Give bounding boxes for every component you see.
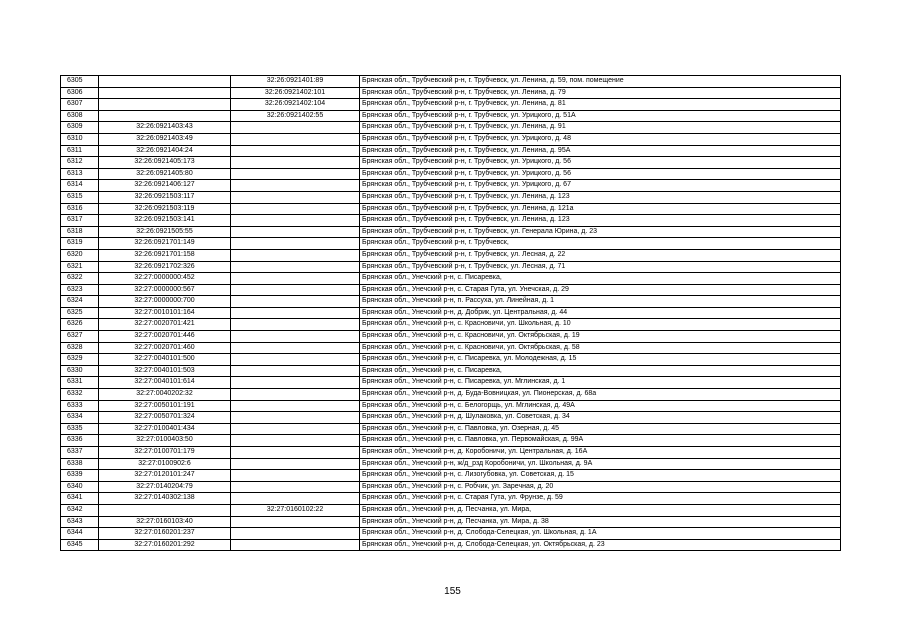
land-cadastral-number-cell: 32:27:0010101:164 bbox=[99, 307, 231, 319]
land-cadastral-number-cell bbox=[99, 110, 231, 122]
row-number-cell: 6331 bbox=[61, 377, 99, 389]
building-cadastral-number-cell bbox=[231, 168, 360, 180]
table-row bbox=[61, 481, 841, 493]
building-cadastral-number-cell bbox=[231, 458, 360, 470]
row-number-cell: 6343 bbox=[61, 516, 99, 528]
building-cadastral-number-cell bbox=[231, 377, 360, 389]
address-cell: Брянская обл., Унечский р-н, д. Добрик, ул. Центральная, д. 44 bbox=[360, 307, 841, 319]
table-row bbox=[61, 528, 841, 540]
table-row bbox=[61, 539, 841, 551]
building-cadastral-number-cell bbox=[231, 365, 360, 377]
page-number: 155 bbox=[444, 586, 461, 597]
row-number-cell: 6330 bbox=[61, 365, 99, 377]
land-cadastral-number-cell bbox=[99, 99, 231, 111]
table-row bbox=[61, 493, 841, 505]
building-cadastral-number-cell bbox=[231, 296, 360, 308]
table-row bbox=[61, 157, 841, 169]
row-number-cell: 6305 bbox=[61, 76, 99, 88]
row-number-cell: 6325 bbox=[61, 307, 99, 319]
address-cell: Брянская обл., Унечский р-н, с. Робчик, ул. Заречная, д. 20 bbox=[360, 481, 841, 493]
building-cadastral-number-cell bbox=[231, 157, 360, 169]
land-cadastral-number-cell: 32:27:0160201:237 bbox=[99, 528, 231, 540]
address-cell: Брянская обл., Унечский р-н, д. Слобода-Селецкая, ул. Школьная, д. 1А bbox=[360, 528, 841, 540]
land-cadastral-number-cell: 32:26:0921403:43 bbox=[99, 122, 231, 134]
land-cadastral-number-cell: 32:27:0000000:700 bbox=[99, 296, 231, 308]
address-cell: Брянская обл., Трубчевский р-н, г. Трубчевск, ул. Урицкого, д. 51А bbox=[360, 110, 841, 122]
building-cadastral-number-cell bbox=[231, 226, 360, 238]
land-cadastral-number-cell: 32:26:0921404:24 bbox=[99, 145, 231, 157]
land-cadastral-number-cell: 32:27:0020701:446 bbox=[99, 331, 231, 343]
row-number-cell: 6308 bbox=[61, 110, 99, 122]
land-cadastral-number-cell: 32:27:0050101:191 bbox=[99, 400, 231, 412]
table-row bbox=[61, 110, 841, 122]
building-cadastral-number-cell bbox=[231, 273, 360, 285]
table-row bbox=[61, 261, 841, 273]
row-number-cell: 6335 bbox=[61, 423, 99, 435]
land-cadastral-number-cell: 32:27:0100902:6 bbox=[99, 458, 231, 470]
table-row bbox=[61, 447, 841, 459]
row-number-cell: 6315 bbox=[61, 191, 99, 203]
table-row bbox=[61, 400, 841, 412]
row-number-cell: 6339 bbox=[61, 470, 99, 482]
table-row bbox=[61, 319, 841, 331]
land-cadastral-number-cell: 32:27:0040101:503 bbox=[99, 365, 231, 377]
address-cell: Брянская обл., Унечский р-н, с. Писаревка, ул. Молодежная, д. 15 bbox=[360, 354, 841, 366]
land-cadastral-number-cell: 32:27:0000000:567 bbox=[99, 284, 231, 296]
land-cadastral-number-cell: 32:27:0140204:79 bbox=[99, 481, 231, 493]
building-cadastral-number-cell: 32:26:0921402:104 bbox=[231, 99, 360, 111]
table-row bbox=[61, 354, 841, 366]
land-cadastral-number-cell: 32:27:0040101:614 bbox=[99, 377, 231, 389]
building-cadastral-number-cell bbox=[231, 389, 360, 401]
row-number-cell: 6319 bbox=[61, 238, 99, 250]
table-row bbox=[61, 122, 841, 134]
address-cell: Брянская обл., Трубчевский р-н, г. Трубчевск, ул. Урицкого, д. 67 bbox=[360, 180, 841, 192]
address-cell: Брянская обл., Унечский р-н, ж/д_рзд Коробоничи, ул. Школьная, д. 9А bbox=[360, 458, 841, 470]
building-cadastral-number-cell bbox=[231, 249, 360, 261]
building-cadastral-number-cell bbox=[231, 539, 360, 551]
table-row bbox=[61, 342, 841, 354]
row-number-cell: 6323 bbox=[61, 284, 99, 296]
address-cell: Брянская обл., Трубчевский р-н, г. Трубчевск, ул. Ленина, д. 81 bbox=[360, 99, 841, 111]
building-cadastral-number-cell: 32:26:0921401:89 bbox=[231, 76, 360, 88]
address-cell: Брянская обл., Унечский р-н, с. Старая Гута, ул. Унечская, д. 29 bbox=[360, 284, 841, 296]
table-row bbox=[61, 423, 841, 435]
building-cadastral-number-cell bbox=[231, 481, 360, 493]
row-number-cell: 6344 bbox=[61, 528, 99, 540]
land-cadastral-number-cell: 32:27:0160103:40 bbox=[99, 516, 231, 528]
building-cadastral-number-cell bbox=[231, 412, 360, 424]
address-cell: Брянская обл., Трубчевский р-н, г. Трубчевск, ул. Ленина, д. 95А bbox=[360, 145, 841, 157]
land-cadastral-number-cell: 32:27:0120101:247 bbox=[99, 470, 231, 482]
row-number-cell: 6311 bbox=[61, 145, 99, 157]
registry-table-body bbox=[61, 76, 841, 551]
land-cadastral-number-cell: 32:27:0050701:324 bbox=[99, 412, 231, 424]
address-cell: Брянская обл., Трубчевский р-н, г. Трубчевск, bbox=[360, 238, 841, 250]
address-cell: Брянская обл., Унечский р-н, д. Шулаковка, ул. Советская, д. 34 bbox=[360, 412, 841, 424]
table-row bbox=[61, 296, 841, 308]
table-row bbox=[61, 203, 841, 215]
address-cell: Брянская обл., Унечский р-н, д. Песчанка, ул. Мира, bbox=[360, 504, 841, 516]
address-cell: Брянская обл., Унечский р-н, с. Красновичи, ул. Школьная, д. 10 bbox=[360, 319, 841, 331]
address-cell: Брянская обл., Трубчевский р-н, г. Трубчевск, ул. Ленина, д. 121а bbox=[360, 203, 841, 215]
land-cadastral-number-cell: 32:27:0140302:138 bbox=[99, 493, 231, 505]
land-cadastral-number-cell: 32:27:0020701:460 bbox=[99, 342, 231, 354]
table-row bbox=[61, 516, 841, 528]
building-cadastral-number-cell bbox=[231, 191, 360, 203]
table-row bbox=[61, 145, 841, 157]
row-number-cell: 6336 bbox=[61, 435, 99, 447]
building-cadastral-number-cell bbox=[231, 400, 360, 412]
table-row bbox=[61, 331, 841, 343]
table-row bbox=[61, 389, 841, 401]
row-number-cell: 6333 bbox=[61, 400, 99, 412]
row-number-cell: 6341 bbox=[61, 493, 99, 505]
address-cell: Брянская обл., Трубчевский р-н, г. Трубчевск, ул. Ленина, д. 123 bbox=[360, 191, 841, 203]
registry-table-container bbox=[60, 75, 840, 551]
building-cadastral-number-cell bbox=[231, 447, 360, 459]
address-cell: Брянская обл., Унечский р-н, с. Старая Гута, ул. Фрунзе, д. 59 bbox=[360, 493, 841, 505]
building-cadastral-number-cell bbox=[231, 203, 360, 215]
building-cadastral-number-cell bbox=[231, 180, 360, 192]
table-row bbox=[61, 87, 841, 99]
building-cadastral-number-cell bbox=[231, 261, 360, 273]
table-row bbox=[61, 458, 841, 470]
row-number-cell: 6314 bbox=[61, 180, 99, 192]
row-number-cell: 6342 bbox=[61, 504, 99, 516]
land-cadastral-number-cell: 32:26:0921406:127 bbox=[99, 180, 231, 192]
row-number-cell: 6337 bbox=[61, 447, 99, 459]
row-number-cell: 6321 bbox=[61, 261, 99, 273]
address-cell: Брянская обл., Трубчевский р-н, г. Трубчевск, ул. Ленина, д. 123 bbox=[360, 215, 841, 227]
address-cell: Брянская обл., Унечский р-н, п. Рассуха, ул. Линейная, д. 1 bbox=[360, 296, 841, 308]
building-cadastral-number-cell bbox=[231, 122, 360, 134]
table-row bbox=[61, 191, 841, 203]
address-cell: Брянская обл., Унечский р-н, с. Писаревка, bbox=[360, 365, 841, 377]
table-row bbox=[61, 307, 841, 319]
address-cell: Брянская обл., Унечский р-н, с. Писаревка, bbox=[360, 273, 841, 285]
address-cell: Брянская обл., Унечский р-н, д. Коробоничи, ул. Центральная, д. 16А bbox=[360, 447, 841, 459]
table-row bbox=[61, 504, 841, 516]
row-number-cell: 6329 bbox=[61, 354, 99, 366]
row-number-cell: 6309 bbox=[61, 122, 99, 134]
land-cadastral-number-cell: 32:26:0921701:158 bbox=[99, 249, 231, 261]
row-number-cell: 6317 bbox=[61, 215, 99, 227]
building-cadastral-number-cell bbox=[231, 470, 360, 482]
land-cadastral-number-cell bbox=[99, 76, 231, 88]
address-cell: Брянская обл., Трубчевский р-н, г. Трубчевск, ул. Лесная, д. 22 bbox=[360, 249, 841, 261]
land-cadastral-number-cell: 32:26:0921503:119 bbox=[99, 203, 231, 215]
land-cadastral-number-cell: 32:26:0921403:49 bbox=[99, 133, 231, 145]
row-number-cell: 6324 bbox=[61, 296, 99, 308]
address-cell: Брянская обл., Трубчевский р-н, г. Трубчевск, ул. Лесная, д. 71 bbox=[360, 261, 841, 273]
land-cadastral-number-cell: 32:27:0000000:452 bbox=[99, 273, 231, 285]
land-cadastral-number-cell: 32:26:0921405:173 bbox=[99, 157, 231, 169]
building-cadastral-number-cell bbox=[231, 435, 360, 447]
building-cadastral-number-cell: 32:26:0921402:101 bbox=[231, 87, 360, 99]
building-cadastral-number-cell bbox=[231, 423, 360, 435]
row-number-cell: 6340 bbox=[61, 481, 99, 493]
building-cadastral-number-cell bbox=[231, 284, 360, 296]
building-cadastral-number-cell bbox=[231, 516, 360, 528]
row-number-cell: 6326 bbox=[61, 319, 99, 331]
row-number-cell: 6327 bbox=[61, 331, 99, 343]
address-cell: Брянская обл., Трубчевский р-н, г. Трубчевск, ул. Ленина, д. 59, пом. помещение bbox=[360, 76, 841, 88]
address-cell: Брянская обл., Унечский р-н, с. Красновичи, ул. Октябрьская, д. 58 bbox=[360, 342, 841, 354]
address-cell: Брянская обл., Унечский р-н, с. Павловка, ул. Озерная, д. 45 bbox=[360, 423, 841, 435]
address-cell: Брянская обл., Унечский р-н, с. Лизогубовка, ул. Советская, д. 15 bbox=[360, 470, 841, 482]
row-number-cell: 6338 bbox=[61, 458, 99, 470]
table-row bbox=[61, 273, 841, 285]
row-number-cell: 6320 bbox=[61, 249, 99, 261]
land-cadastral-number-cell: 32:27:0040101:500 bbox=[99, 354, 231, 366]
table-row bbox=[61, 180, 841, 192]
row-number-cell: 6316 bbox=[61, 203, 99, 215]
address-cell: Брянская обл., Трубчевский р-н, г. Трубчевск, ул. Урицкого, д. 56 bbox=[360, 168, 841, 180]
row-number-cell: 6306 bbox=[61, 87, 99, 99]
address-cell: Брянская обл., Трубчевский р-н, г. Трубчевск, ул. Урицкого, д. 56 bbox=[360, 157, 841, 169]
land-cadastral-number-cell: 32:26:0921503:141 bbox=[99, 215, 231, 227]
table-row bbox=[61, 435, 841, 447]
address-cell: Брянская обл., Унечский р-н, с. Писаревка, ул. Мглинская, д. 1 bbox=[360, 377, 841, 389]
land-cadastral-number-cell: 32:27:0160201:292 bbox=[99, 539, 231, 551]
building-cadastral-number-cell bbox=[231, 238, 360, 250]
land-cadastral-number-cell: 32:27:0100701:179 bbox=[99, 447, 231, 459]
address-cell: Брянская обл., Унечский р-н, д. Песчанка, ул. Мира, д. 38 bbox=[360, 516, 841, 528]
building-cadastral-number-cell bbox=[231, 528, 360, 540]
address-cell: Брянская обл., Трубчевский р-н, г. Трубчевск, ул. Ленина, д. 79 bbox=[360, 87, 841, 99]
address-cell: Брянская обл., Трубчевский р-н, г. Трубчевск, ул. Урицкого, д. 48 bbox=[360, 133, 841, 145]
table-row bbox=[61, 249, 841, 261]
address-cell: Брянская обл., Унечский р-н, с. Павловка, ул. Первомайская, д. 99А bbox=[360, 435, 841, 447]
land-cadastral-number-cell: 32:27:0040202:32 bbox=[99, 389, 231, 401]
building-cadastral-number-cell bbox=[231, 342, 360, 354]
land-cadastral-number-cell: 32:27:0020701:421 bbox=[99, 319, 231, 331]
table-row bbox=[61, 76, 841, 88]
building-cadastral-number-cell: 32:26:0921402:55 bbox=[231, 110, 360, 122]
land-cadastral-number-cell: 32:26:0921405:80 bbox=[99, 168, 231, 180]
land-cadastral-number-cell: 32:26:0921702:326 bbox=[99, 261, 231, 273]
row-number-cell: 6332 bbox=[61, 389, 99, 401]
building-cadastral-number-cell bbox=[231, 133, 360, 145]
row-number-cell: 6334 bbox=[61, 412, 99, 424]
table-row bbox=[61, 412, 841, 424]
table-row bbox=[61, 238, 841, 250]
table-row bbox=[61, 365, 841, 377]
table-row bbox=[61, 133, 841, 145]
table-row bbox=[61, 168, 841, 180]
land-cadastral-number-cell: 32:26:0921503:117 bbox=[99, 191, 231, 203]
address-cell: Брянская обл., Трубчевский р-н, г. Трубчевск, ул. Генерала Юрина, д. 23 bbox=[360, 226, 841, 238]
row-number-cell: 6345 bbox=[61, 539, 99, 551]
land-cadastral-number-cell: 32:26:0921701:149 bbox=[99, 238, 231, 250]
land-cadastral-number-cell bbox=[99, 87, 231, 99]
land-cadastral-number-cell bbox=[99, 504, 231, 516]
row-number-cell: 6328 bbox=[61, 342, 99, 354]
row-number-cell: 6313 bbox=[61, 168, 99, 180]
land-cadastral-number-cell: 32:27:0100403:50 bbox=[99, 435, 231, 447]
address-cell: Брянская обл., Унечский р-н, д. Буда-Вовницкая, ул. Пионерская, д. 68а bbox=[360, 389, 841, 401]
address-cell: Брянская обл., Унечский р-н, с. Красновичи, ул. Октябрьская, д. 19 bbox=[360, 331, 841, 343]
table-row bbox=[61, 226, 841, 238]
row-number-cell: 6307 bbox=[61, 99, 99, 111]
building-cadastral-number-cell bbox=[231, 331, 360, 343]
row-number-cell: 6322 bbox=[61, 273, 99, 285]
registry-table bbox=[60, 75, 841, 551]
land-cadastral-number-cell: 32:27:0100401:434 bbox=[99, 423, 231, 435]
address-cell: Брянская обл., Унечский р-н, д. Слобода-Селецкая, ул. Октябрьская, д. 23 bbox=[360, 539, 841, 551]
row-number-cell: 6318 bbox=[61, 226, 99, 238]
table-row bbox=[61, 284, 841, 296]
address-cell: Брянская обл., Трубчевский р-н, г. Трубчевск, ул. Ленина, д. 91 bbox=[360, 122, 841, 134]
building-cadastral-number-cell bbox=[231, 145, 360, 157]
building-cadastral-number-cell bbox=[231, 319, 360, 331]
table-row bbox=[61, 377, 841, 389]
table-row bbox=[61, 470, 841, 482]
address-cell: Брянская обл., Унечский р-н, с. Белогорщь, ул. Мглинская, д. 49А bbox=[360, 400, 841, 412]
land-cadastral-number-cell: 32:26:0921505:55 bbox=[99, 226, 231, 238]
building-cadastral-number-cell bbox=[231, 354, 360, 366]
table-row bbox=[61, 99, 841, 111]
row-number-cell: 6310 bbox=[61, 133, 99, 145]
building-cadastral-number-cell: 32:27:0160102:22 bbox=[231, 504, 360, 516]
table-row bbox=[61, 215, 841, 227]
building-cadastral-number-cell bbox=[231, 307, 360, 319]
building-cadastral-number-cell bbox=[231, 215, 360, 227]
building-cadastral-number-cell bbox=[231, 493, 360, 505]
row-number-cell: 6312 bbox=[61, 157, 99, 169]
